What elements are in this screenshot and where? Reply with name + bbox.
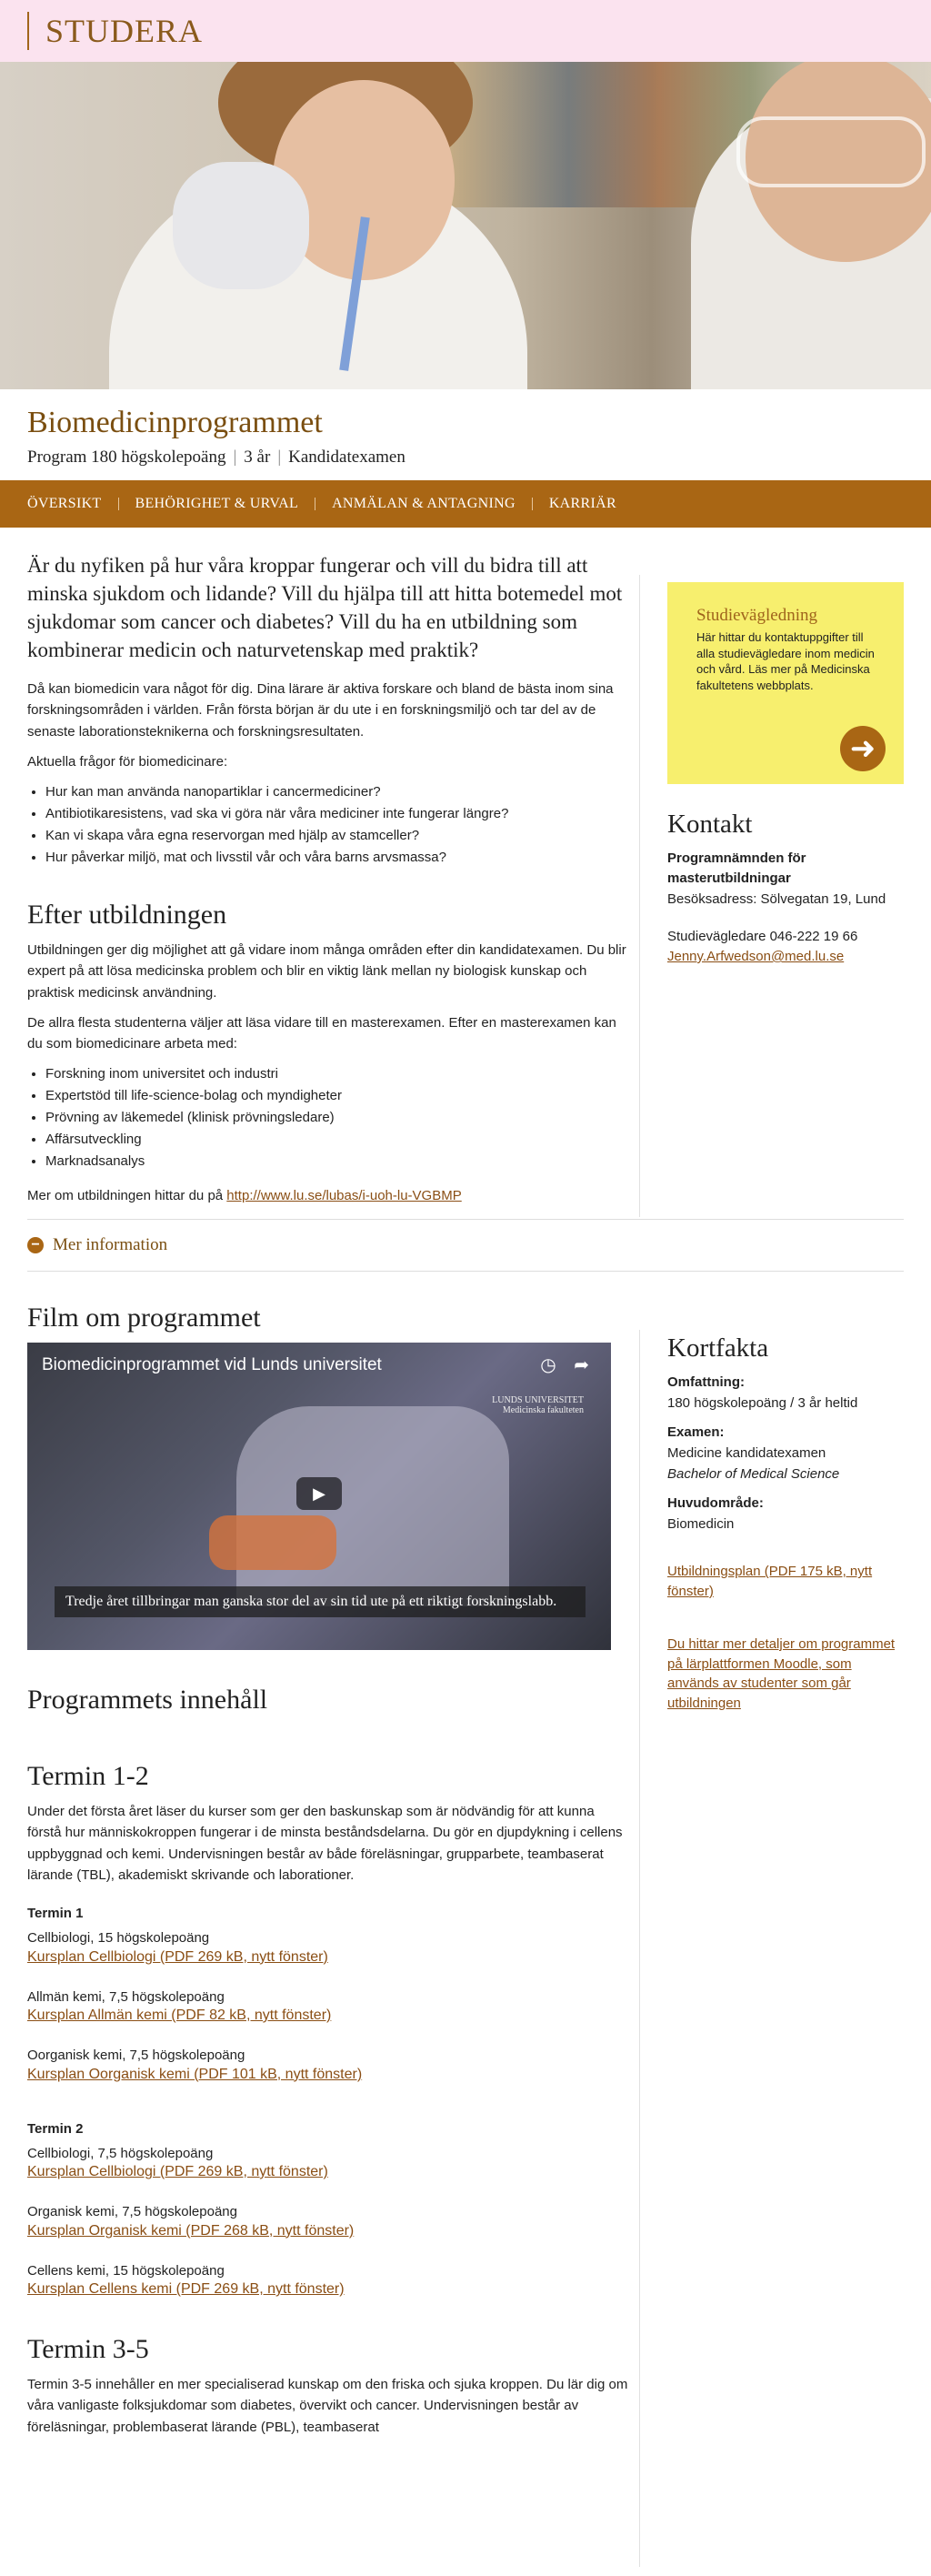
list-item: • Hur påverkar miljö, mat och livsstil vår och våra barns arvsmassa? <box>45 847 632 869</box>
guidance-text: Här hittar du kontaktuppgifter till alla studievägledare inom medicin och vård. Läs mer på Medicinska fakultetens webbplats. <box>696 630 875 692</box>
term-1-2-heading: Termin 1-2 <box>27 1761 149 1791</box>
intro-lead: Är du nyfiken på hur våra kroppar fungerar och vill du bidra till att minska sjukdom och lidande? Vill du hjälpa till att hitta botemedel mot sjukdomar som cancer och diabetes? Vill du ha en utbildning som kombinerar medicin och naturvetenskap med praktik? <box>27 554 623 662</box>
hero-image <box>0 62 931 389</box>
list-item: • Hur kan man använda nanopartiklar i cancermediciner? <box>45 781 632 803</box>
term-1-2-text: Under det första året läser du kurser som ger den baskunskap som är nödvändig för att kunna förstå hur människokroppen fungerar i de minsta beståndsdelarna. Du gör en djupdykning i cellens uppbyggnad och kemi. Undervisningen består av både föreläsningar, grupparbete, teambaserat lärande (TBL), akademiskt skrivande och laborationer. <box>27 1804 623 1883</box>
facts-degree-en: Bachelor of Medical Science <box>667 1466 840 1482</box>
program-header <box>0 389 931 480</box>
contact-org: Programnämnden för masterutbildningar <box>667 850 806 886</box>
facts-scope-label: Omfattning: <box>667 1374 745 1390</box>
facts-main-field-label: Huvudområde: <box>667 1495 764 1512</box>
video-player[interactable] <box>27 1343 611 1650</box>
more-info-section <box>27 1219 904 1272</box>
after-heading: Efter utbildningen <box>27 900 227 931</box>
course-syllabus-link[interactable]: Kursplan Cellens kemi (PDF 269 kB, nytt fönster) <box>27 2281 345 2297</box>
more-info-toggle[interactable] <box>27 1219 904 1272</box>
studera-logo[interactable]: STUDERA <box>27 12 203 50</box>
content-heading: Programmets innehåll <box>27 1685 268 1715</box>
share-icon[interactable]: ➦ <box>574 1355 589 1375</box>
guidance-title: Studievägledning <box>696 606 817 625</box>
nav-application[interactable]: ANMÄLAN & ANTAGNING <box>332 496 516 511</box>
details-section <box>27 1303 904 2576</box>
overview-section <box>27 551 904 1261</box>
study-guidance-box[interactable] <box>667 582 904 784</box>
moodle-link[interactable]: Du hittar mer detaljer om programmet på lärplattformen Moodle, som används av studenter som går utbildningen <box>667 1635 896 1711</box>
syllabus-plan-link[interactable]: Utbildningsplan (PDF 175 kB, nytt fönster) <box>667 1564 873 1599</box>
facts-heading: Kortfakta <box>667 1333 769 1363</box>
nav-career[interactable]: KARRIÄR <box>548 496 616 511</box>
facts-scope: 180 högskolepoäng / 3 år heltid <box>667 1394 858 1411</box>
program-credits: Program 180 högskolepoäng <box>27 448 226 467</box>
course-item: Oorganisk kemi, 7,5 högskolepoäng Kursplan Oorganisk kemi (PDF 101 kB, nytt fönster) <box>27 2048 363 2082</box>
list-item: • Marknadsanalys <box>45 1151 632 1172</box>
program-meta: Program 180 högskolepoäng | 3 år | Kandidatexamen <box>27 448 405 467</box>
contact-email-link[interactable]: Jenny.Arfwedson@med.lu.se <box>667 949 845 964</box>
course-item: Cellens kemi, 15 högskolepoäng Kursplan Cellens kemi (PDF 269 kB, nytt fönster) <box>27 2262 345 2297</box>
term-2 <box>27 2121 632 2299</box>
contact-phone: Studievägledare 046-222 19 66 <box>667 928 858 944</box>
contact-address: Besöksadress: Sölvegatan 19, Lund <box>667 891 886 907</box>
overview-sidebar <box>667 582 904 967</box>
after-paragraph-1: Utbildningen ger dig möjlighet att gå vidare inom många områden efter din kandidatexamen. Du blir expert på att lösa medicinska problem och blir en viktig länk mellan ny biologisk kunskap och praktisk medicinsk användning. <box>27 942 626 1001</box>
video-caption: Tredje året tillbringar man ganska stor del av sin tid ute på ett riktigt forskningslabb. <box>55 1586 586 1617</box>
facts-degree: Medicine kandidatexamen <box>667 1444 826 1461</box>
term-1 <box>27 1906 632 2083</box>
course-syllabus-link[interactable]: Kursplan Oorganisk kemi (PDF 101 kB, nytt fönster) <box>27 2066 363 2082</box>
course-item: Cellbiologi, 7,5 högskolepoäng Kursplan Cellbiologi (PDF 269 kB, nytt fönster) <box>27 2145 328 2179</box>
program-nav <box>0 480 931 528</box>
program-title: Biomedicinprogrammet <box>27 406 323 439</box>
play-icon[interactable]: ▶ <box>296 1477 342 1510</box>
term-3-5-heading: Termin 3-5 <box>27 2334 149 2364</box>
facts-degree-label: Examen: <box>667 1424 725 1440</box>
more-info-label: Mer information <box>53 1235 168 1254</box>
minus-icon: − <box>27 1237 44 1253</box>
course-syllabus-link[interactable]: Kursplan Cellbiologi (PDF 269 kB, nytt fönster) <box>27 1948 328 1965</box>
video-icons <box>540 1353 589 1376</box>
more-about-program: Mer om utbildningen hittar du på http://www.lu.se/lubas/i-uoh-lu-VGBMP <box>27 1188 462 1204</box>
course-syllabus-link[interactable]: Kursplan Allmän kemi (PDF 82 kB, nytt fönster) <box>27 2007 332 2023</box>
clock-icon[interactable]: ◷ <box>540 1355 556 1375</box>
film-heading: Film om programmet <box>27 1303 261 1333</box>
arrow-right-icon[interactable]: ➜ <box>840 726 886 771</box>
list-item: • Affärsutveckling <box>45 1129 632 1151</box>
questions-intro: Aktuella frågor för biomedicinare: <box>27 753 228 770</box>
program-link[interactable]: http://www.lu.se/lubas/i-uoh-lu-VGBMP <box>226 1188 462 1204</box>
course-syllabus-link[interactable]: Kursplan Cellbiologi (PDF 269 kB, nytt fönster) <box>27 2164 328 2179</box>
video-title[interactable]: Biomedicinprogrammet vid Lunds universitet <box>42 1355 382 1374</box>
course-item: Organisk kemi, 7,5 högskolepoäng Kursplan Organisk kemi (PDF 268 kB, nytt fönster) <box>27 2204 355 2239</box>
course-item: Allmän kemi, 7,5 högskolepoäng Kursplan Allmän kemi (PDF 82 kB, nytt fönster) <box>27 1988 332 2023</box>
term-2-label: Termin 2 <box>27 2120 84 2137</box>
program-duration: 3 år <box>244 448 271 467</box>
jobs-list <box>27 1063 632 1172</box>
course-item: Cellbiologi, 15 högskolepoäng Kursplan Cellbiologi (PDF 269 kB, nytt fönster) <box>27 1930 328 1965</box>
intro-paragraph: Då kan biomedicin vara något för dig. Dina lärare är aktiva forskare och bland de bästa inom sina forskningsområden i världen. Från första början är du ute i en forskningsmiljö och tar del av de senaste laborationsteknikerna och forskningsresultaten. <box>27 681 614 740</box>
list-item: • Antibiotikaresistens, vad ska vi göra när våra mediciner inte fungerar längre? <box>45 803 632 825</box>
term-3-5-text: Termin 3-5 innehåller en mer specialiserad kunskap om den friska och sjuka kroppen. Du lär dig om våra vanligaste folksjukdomar som diabetes, övervikt och cancer. Undervisningen består av föreläsningar, problembaserat lärande (PBL), teambaserat <box>27 2377 628 2435</box>
term-1-label: Termin 1 <box>27 1906 84 1921</box>
list-item: • Forskning inom universitet och industri <box>45 1063 632 1085</box>
facts-main-field: Biomedicin <box>667 1516 735 1532</box>
list-item: • Prövning av läkemedel (klinisk prövningsledare) <box>45 1107 632 1129</box>
contact-heading: Kontakt <box>667 810 753 839</box>
course-syllabus-link[interactable]: Kursplan Organisk kemi (PDF 268 kB, nytt fönster) <box>27 2222 355 2239</box>
video-channel: LUNDS UNIVERSITET Medicinska fakulteten <box>492 1395 584 1415</box>
top-bar <box>0 0 931 62</box>
after-paragraph-2: De allra flesta studenterna väljer att läsa vidare till en masterexamen. Efter en masterexamen kan du som biomedicinare arbeta med: <box>27 1014 616 1052</box>
program-degree: Kandidatexamen <box>288 448 405 467</box>
nav-eligibility[interactable]: BEHÖRIGHET & URVAL <box>135 496 299 511</box>
questions-list <box>27 781 632 869</box>
facts-sidebar <box>667 1303 904 1714</box>
list-item: • Expertstöd till life-science-bolag och myndigheter <box>45 1085 632 1107</box>
nav-overview[interactable]: ÖVERSIKT <box>27 496 102 511</box>
list-item: • Kan vi skapa våra egna reservorgan med hjälp av stamceller? <box>45 825 632 847</box>
